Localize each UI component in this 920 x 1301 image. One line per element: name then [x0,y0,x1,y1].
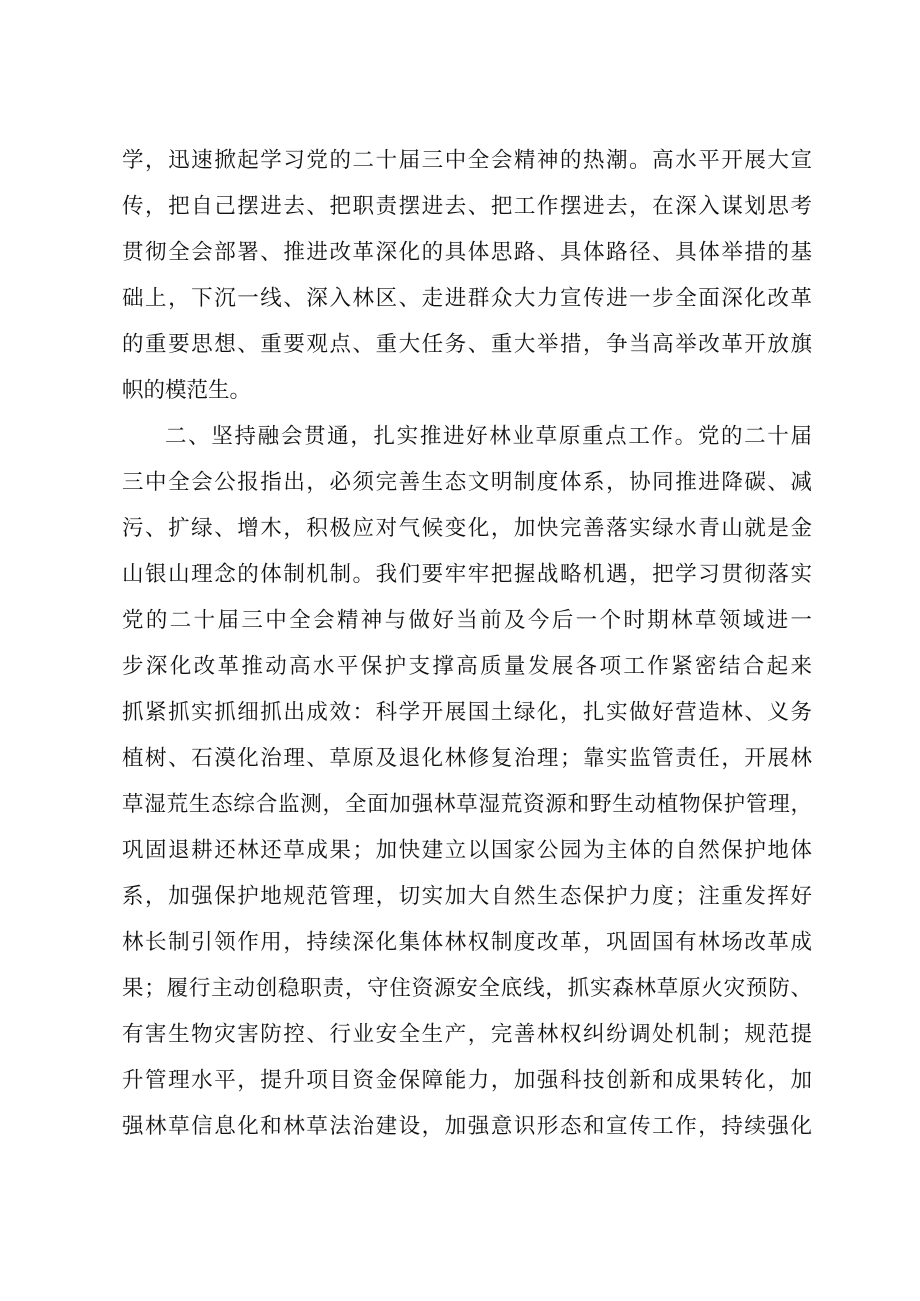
paragraph-2-line: 有害生物灾害防控、行业安全生产，完善林权纠纷调处机制；规范提 [122,1022,812,1047]
paragraph-2-line: 系，加强保护地规范管理，切实加大自然生态保护力度；注重发挥好 [122,884,812,909]
paragraph-2-line: 步深化改革推动高水平保护支撑高质量发展各项工作紧密结合起来 [122,654,812,679]
paragraph-2-line: 植树、石漠化治理、草原及退化林修复治理；靠实监管责任，开展林 [122,746,812,771]
paragraph-2-line: 草湿荒生态综合监测，全面加强林草湿荒资源和野生动植物保护管理， [122,792,812,817]
paragraph-2-line: 强林草信息化和林草法治建设，加强意识形态和宣传工作，持续强化 [122,1114,812,1139]
paragraph-2-line: 污、扩绿、增木，积极应对气候变化，加快完善落实绿水青山就是金 [122,516,812,541]
paragraph-1-line: 帜的模范生。 [122,378,252,403]
paragraph-2-line: 山银山理念的体制机制。我们要牢牢把握战略机遇，把学习贯彻落实 [122,562,812,587]
paragraph-1-line: 贯彻全会部署、推进改革深化的具体思路、具体路径、具体举措的基 [122,240,812,265]
paragraph-1-line: 础上，下沉一线、深入林区、走进群众大力宣传进一步全面深化改革 [122,286,812,311]
paragraph-2-line: 巩固退耕还林还草成果；加快建立以国家公园为主体的自然保护地体 [122,838,812,863]
paragraph-2-line: 果；履行主动创稳职责，守住资源安全底线，抓实森林草原火灾预防、 [122,976,812,1001]
paragraph-1-line: 传，把自己摆进去、把职责摆进去、把工作摆进去，在深入谋划思考 [122,194,812,219]
paragraph-2-line: 抓紧抓实抓细抓出成效：科学开展国土绿化，扎实做好营造林、义务 [122,700,812,725]
paragraph-2-line: 二、坚持融会贯通，扎实推进好林业草原重点工作。党的二十届 [165,424,812,449]
paragraph-2 [122,414,812,1150]
paragraph-2-line: 林长制引领作用，持续深化集体林权制度改革，巩固国有林场改革成 [122,930,812,955]
paragraph-1-line: 的重要思想、重要观点、重大任务、重大举措，争当高举改革开放旗 [122,332,812,357]
paragraph-1 [122,138,812,414]
paragraph-2-line: 党的二十届三中全会精神与做好当前及今后一个时期林草领域进一 [122,608,812,633]
paragraph-2-line: 升管理水平，提升项目资金保障能力，加强科技创新和成果转化，加 [122,1068,812,1093]
paragraph-2-line: 三中全会公报指出，必须完善生态文明制度体系，协同推进降碳、减 [122,470,812,495]
paragraph-1-line: 学，迅速掀起学习党的二十届三中全会精神的热潮。高水平开展大宣 [122,148,812,173]
